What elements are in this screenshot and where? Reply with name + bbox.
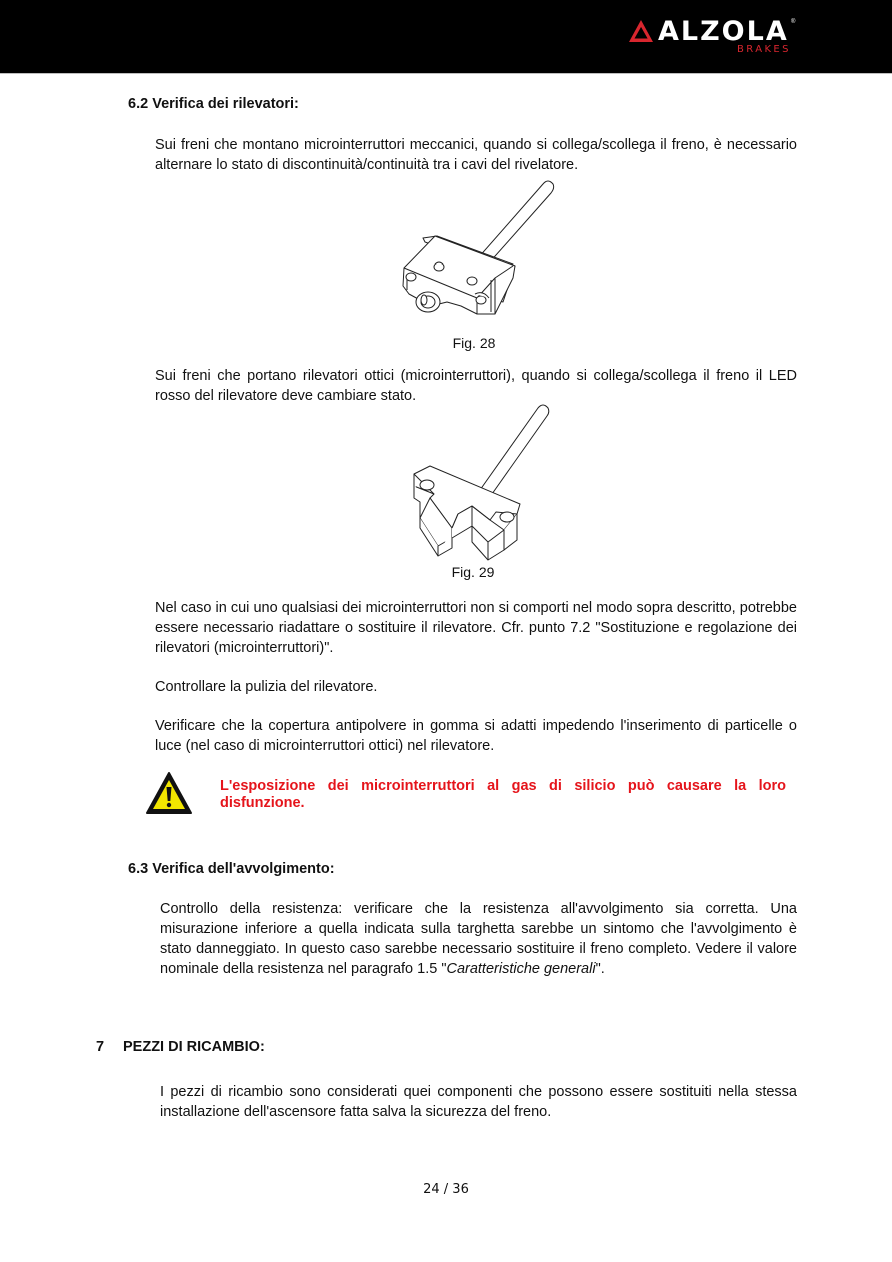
logo-wordmark: ALZOLA [658,16,789,47]
paragraph-replace-detector: Nel caso in cui uno qualsiasi dei microinterruttori non si comporti nel modo sopra descritto, potrebbe essere necessario riadattare o sostituire il rilevatore. Cfr. punto 7.2 "Sostituzione e regolazione dei rilevatori (microinterruttori)". [155,600,797,656]
general-characteristics-reference: Caratteristiche generali [446,961,596,977]
logo-triangle-icon [628,19,654,43]
warning-text: L'esposizione dei microinterruttori al gas di silicio può causare la loro disfunzione. [220,778,786,811]
section-title: Verifica dell'avvolgimento: [152,861,335,877]
alzola-logo [626,16,798,60]
header-bar [0,0,892,74]
resistance-text: Controllo della resistenza: verificare che la resistenza all'avvolgimento sia corretta. Una misurazione inferiore a quella indicata sulla targhetta sarebbe un sintomo che l'avvolgimento è stato danneggiato. In questo caso sarebbe necessario sostituire il freno completo. Vedere il valore nominale della resistenza nel paragrafo 1.5 " [160,901,797,977]
figure-28-caption: Fig. 28 [452,335,496,351]
paragraph-mechanical-switches: Sui freni che montano microinterruttori meccanici, quando si collega/scollega il freno, è necessario alternare lo stato di discontinuità/continuità tra i cavi del rivelatore. [155,137,797,173]
registered-mark: ® [791,19,796,25]
paragraph-optical-switches: Sui freni che portano rilevatori ottici (microinterruttori), quando si collega/scollega il freno il LED rosso del rilevatore deve cambiare stato. [155,368,797,404]
microswitch-optical-figure [400,402,550,562]
section-number: 7 [96,1039,105,1055]
page-number: 24 / 36 [423,1182,469,1197]
paragraph-cleaning: Controllare la pulizia del rilevatore. [155,679,378,695]
paragraph-spare-parts: I pezzi di ricambio sono considerati quei componenti che possono essere sostituiti nella stessa installazione dell'ascensore fatta salva la sicurezza del freno. [160,1084,797,1120]
paragraph-resistance-check [160,899,797,979]
warning-triangle-icon [145,771,193,815]
microswitch-mechanical-figure [395,178,555,330]
section-title: Verifica dei rilevatori: [152,96,299,112]
section-heading-6-3 [128,861,335,877]
resistance-text-end: ". [595,961,605,977]
section-heading-7 [96,1039,104,1055]
figure-29-caption: Fig. 29 [451,564,495,580]
section-title-7: PEZZI DI RICAMBIO: [123,1039,265,1055]
logo-subtitle: BRAKES [737,44,791,55]
section-number: 6.2 [128,96,149,112]
section-heading-6-2 [128,96,299,112]
section-number: 6.3 [128,861,149,877]
paragraph-dust-cover: Verificare che la copertura antipolvere in gomma si adatti impedendo l'inserimento di particelle o luce (nel caso di microinterruttori ottici) nel rilevatore. [155,718,797,754]
